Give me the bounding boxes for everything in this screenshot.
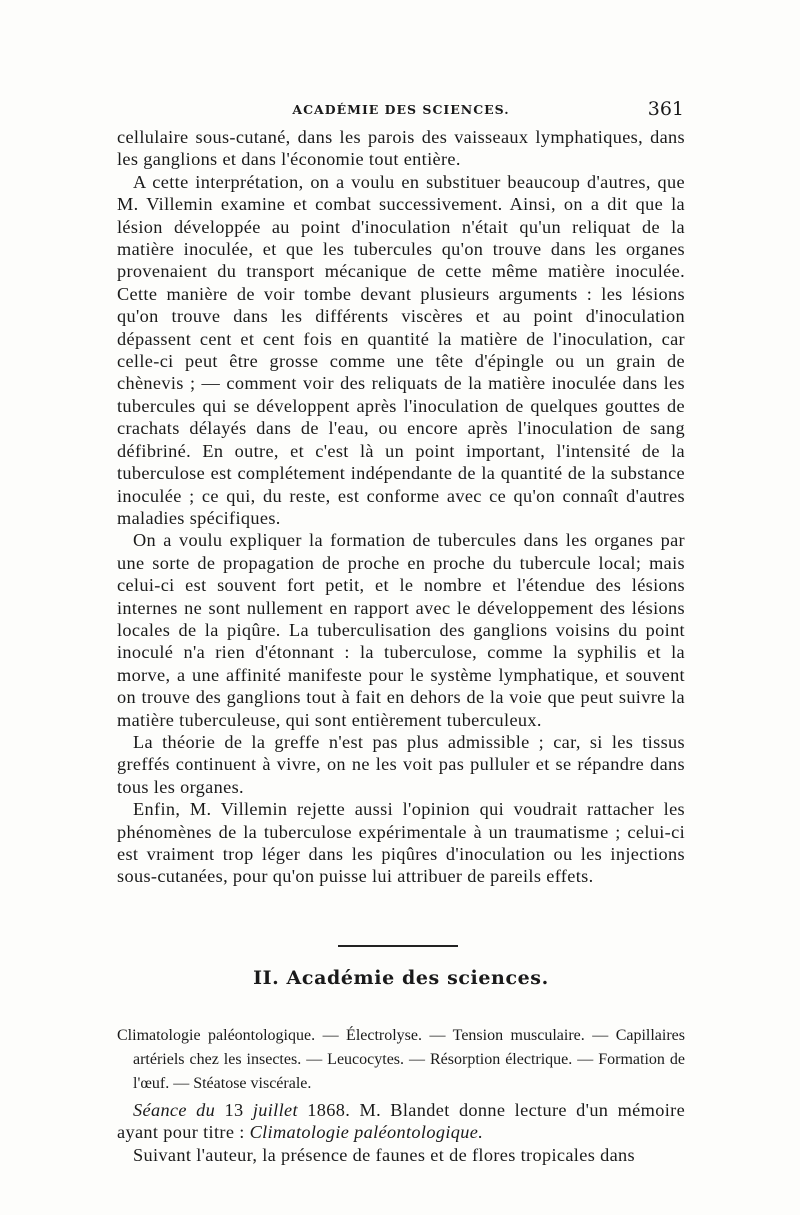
running-title: ACADÉMIE DES SCIENCES.: [292, 102, 510, 117]
session-date-month: juillet: [252, 1100, 298, 1120]
section-divider: [338, 945, 458, 947]
page-number: 361: [647, 98, 684, 120]
paragraph-3: On a voulu expliquer la formation de tubercules dans les organes par une sorte de propagation de proche en proche du tubercule local; mais celui-ci est souvent fort petit, et le nombre et l'étendue des lésions internes ne sont nullement en rapport avec le développement des lésions locales de la piqûre. La tuberculisation des ganglions voisins du point inoculé n'a rien d'étonnant : la tuberculose, comme la syphilis et la morve, a une affinité manifeste pour le système lymphatique, et souvent on trouve des ganglions tout à fait en dehors de la voie que peut suivre la matière tuberculeuse, qui sont entièrement tuberculeux.: [117, 530, 685, 730]
paragraph-1: cellulaire sous-cutané, dans les parois des vaisseaux lymphatiques, dans les ganglions et dans l'économie tout entière.: [117, 127, 685, 170]
session-date-day: 13: [224, 1100, 244, 1120]
session-date-prefix: Séance du: [133, 1100, 216, 1120]
session-text: [117, 1099, 685, 1166]
section-summary: Climatologie paléontologique. — Électrolyse. — Tension musculaire. — Capillaires artériels chez les insectes. — Leucocytes. — Résorption électrique. — Formation de l'œuf. — Stéatose viscérale.: [117, 1027, 685, 1092]
session-sentence: M. Blandet donne lecture d'un mémoire ayant pour titre :: [117, 1100, 686, 1143]
session-next-line: Suivant l'auteur, la présence de faunes et de flores tropicales dans: [133, 1144, 635, 1165]
body-text: [117, 126, 685, 888]
paragraph-4: La théorie de la greffe n'est pas plus admissible ; car, si les tissus greffés continuent à vivre, on ne les voit pas pulluler et se répandre dans tous les organes.: [117, 731, 685, 797]
section-heading: II. Académie des sciences.: [253, 967, 549, 989]
running-head: [118, 98, 684, 122]
paragraph-5: Enfin, M. Villemin rejette aussi l'opinion qui voudrait rattacher les phénomènes de la tuberculose expérimentale à un traumatisme ; celui-ci est vraiment trop léger dans les piqûres d'inoculation ou les injections sous-cutanées, pour qu'on puisse lui attribuer de pareils effets.: [117, 799, 685, 887]
session-date-year: 1868.: [307, 1100, 351, 1120]
session-paragraph: [117, 1099, 685, 1144]
paragraph-2: A cette interprétation, on a voulu en substituer beaucoup d'autres, que M. Villemin examine et combat successivement. Ainsi, on a dit que la lésion développée au point d'inoculation n'était qu'un reliquat de la matière inoculée, et que les tubercules qu'on trouve dans les organes provenaient du transport mécanique de cette même matière inoculée. Cette manière de voir tombe devant plusieurs arguments : les lésions qu'on trouve dans les différents viscères et au point d'inoculation dépassent cent et cent fois en quantité la matière de l'inoculation, car celle-ci peut être grosse comme une tête d'épingle ou un grain de chènevis ; — comment voir des reliquats de la matière inoculée dans les tubercules qui se développent après l'inoculation de quelques gouttes de crachats délayés dans de l'eau, ou encore après l'inoculation de sang défibriné. En outre, et c'est là un point important, l'intensité de la tuberculose est complétement indépendante de la quantité de la substance inoculée ; ce qui, du reste, est conforme avec ce qu'on connaît d'autres maladies spécifiques.: [117, 171, 685, 528]
memoir-title: Climatologie paléontologique.: [249, 1122, 484, 1143]
